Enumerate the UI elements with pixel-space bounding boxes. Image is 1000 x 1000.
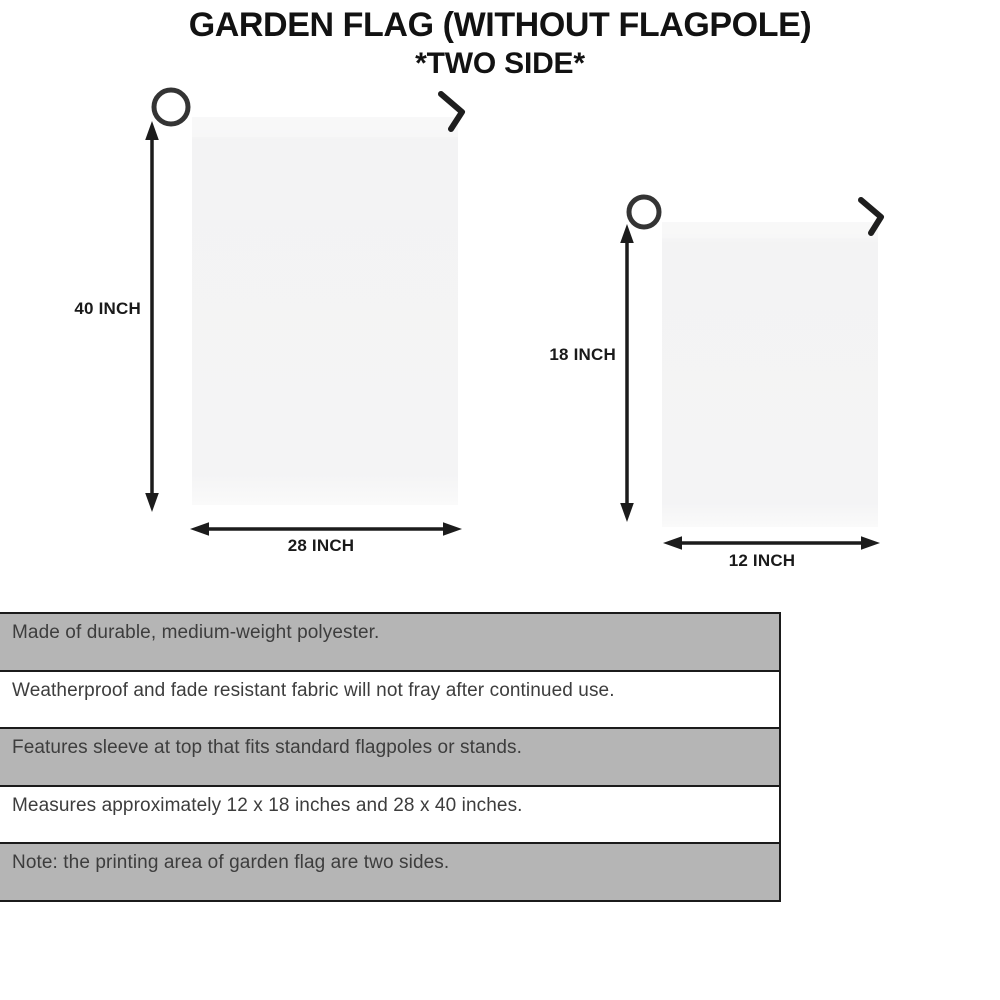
title-block xyxy=(0,6,1000,80)
page-title: GARDEN FLAG (WITHOUT FLAGPOLE) xyxy=(188,6,812,44)
large-flag-diagram xyxy=(0,80,500,615)
small-flag-width-label: 12 INCH xyxy=(728,551,796,570)
height-dimension-arrow xyxy=(145,121,159,512)
small-flag-diagram xyxy=(560,180,960,615)
width-dimension-arrow xyxy=(190,522,462,536)
feature-text: Measures approximately 12 x 18 inches and 28 x 40 inches. xyxy=(12,794,523,816)
flag-sleeve xyxy=(662,222,878,238)
flag-sleeve xyxy=(192,117,458,137)
width-dimension-arrow xyxy=(663,536,880,550)
large-flag-height-label: 40 INCH xyxy=(74,299,141,318)
feature-text: Note: the printing area of garden flag are two sides. xyxy=(12,852,450,874)
small-flag-height-label: 18 INCH xyxy=(549,345,616,364)
flagpole-loop xyxy=(154,90,188,124)
flagpole-loop xyxy=(629,197,659,227)
feature-row-weatherproof xyxy=(0,672,779,730)
feature-row-sleeve xyxy=(0,729,779,787)
feature-row-note xyxy=(0,844,779,900)
page-subtitle: *TWO SIDE* xyxy=(415,47,585,81)
large-flag-width-label: 28 INCH xyxy=(287,536,355,555)
feature-text: Features sleeve at top that fits standard flagpoles or stands. xyxy=(12,737,522,759)
height-dimension-arrow xyxy=(620,224,634,522)
flag-panel xyxy=(192,117,458,505)
feature-text: Weatherproof and fade resistant fabric will not fray after continued use. xyxy=(12,679,615,701)
feature-text: Made of durable, medium-weight polyester. xyxy=(12,622,380,643)
feature-row-measurements xyxy=(0,787,779,845)
feature-table xyxy=(0,612,781,902)
flag-panel xyxy=(662,222,878,527)
feature-row-material xyxy=(0,614,779,672)
